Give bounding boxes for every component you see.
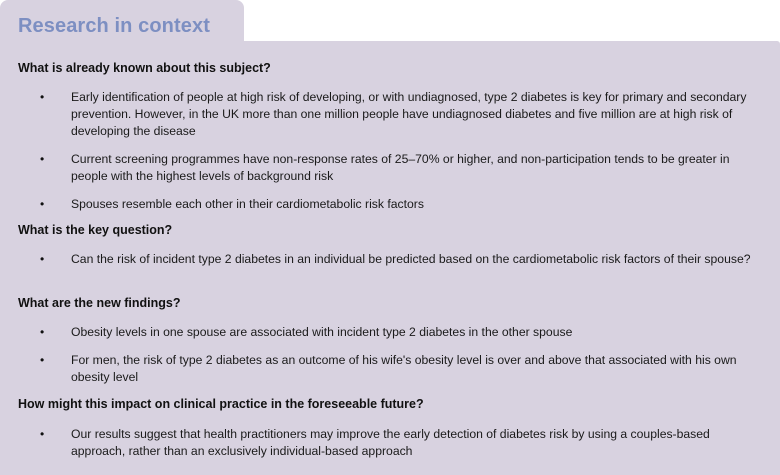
- bullet-text: Spouses resemble each other in their cardiometabolic risk factors: [71, 197, 424, 211]
- bullet-text: Obesity levels in one spouse are associated with incident type 2 diabetes in the other spouse: [71, 325, 573, 339]
- section-key-question: [18, 222, 770, 238]
- title-tab: [0, 0, 244, 44]
- section-clinical-practice: [18, 396, 770, 412]
- bullet-text: Can the risk of incident type 2 diabetes in an individual be predicted based on the cardiometabolic risk factors of their spouse?: [71, 252, 751, 266]
- bullet-dot: •: [40, 90, 45, 104]
- section-already-known: [18, 60, 770, 76]
- bullet-text: For men, the risk of type 2 diabetes as an outcome of his wife's obesity level is over and above that associated with his own obesity level: [71, 353, 737, 384]
- bullet-dot: •: [40, 325, 45, 339]
- research-in-context-panel: [0, 41, 780, 475]
- bullet-dot: •: [40, 252, 45, 266]
- bullet-dot: •: [40, 353, 45, 367]
- section-heading: What is the key question?: [18, 223, 173, 237]
- section-heading: What is already known about this subject?: [18, 61, 271, 75]
- section-heading: What are the new findings?: [18, 296, 181, 310]
- bullet-text: Current screening programmes have non-response rates of 25–70% or higher, and non-participation tends to be greater in people with the highest levels of background risk: [71, 152, 730, 183]
- bullet-dot: •: [40, 197, 45, 211]
- section-heading: How might this impact on clinical practice in the foreseeable future?: [18, 397, 424, 411]
- bullet-text: Early identification of people at high risk of developing, or with undiagnosed, type 2 diabetes is key for primary and secondary prevention. However, in the UK more than one million people have undiagnosed diabetes and five million are at high risk of developing the disease: [71, 90, 747, 138]
- box-title: Research in context: [18, 15, 210, 37]
- bullet-dot: •: [40, 152, 45, 166]
- bullet-text: Our results suggest that health practitioners may improve the early detection of diabetes risk by using a couples-based approach, rather than an exclusively individual-based approach: [71, 427, 710, 458]
- section-new-findings: [18, 295, 770, 311]
- bullet-dot: •: [40, 427, 45, 441]
